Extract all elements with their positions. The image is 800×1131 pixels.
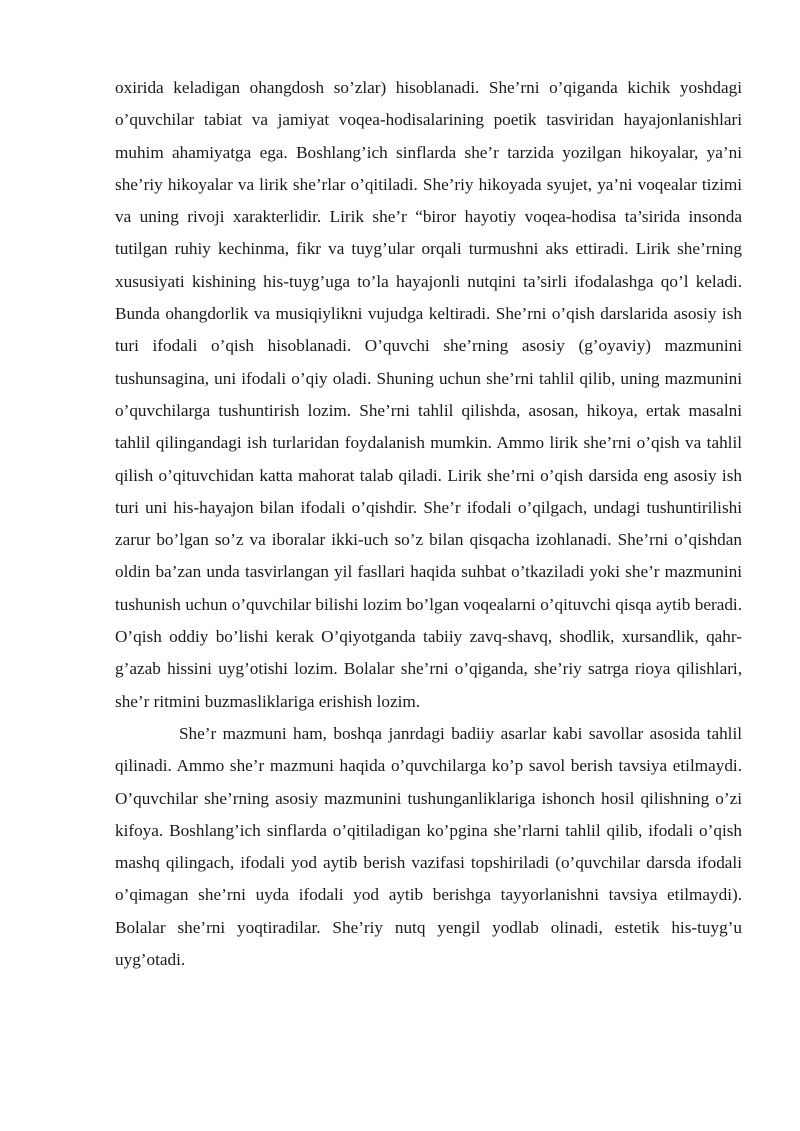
body-text — [115, 72, 742, 976]
paragraph: oxirida keladigan ohangdosh so’zlar) hisoblanadi. She’rni o’qiganda kichik yoshdagi o’quvchilar tabiat va jamiyat voqea-hodisalarining poetik tasviridan hayajonlanishlari muhim ahamiyatga ega. Boshlang’ich sinflarda she’r tarzida yozilgan hikoyalar, ya’ni she’riy hikoyalar va lirik she’rlar o’qitiladi. She’riy hikoyada syujet, ya’ni voqealar tizimi va uning rivoji xarakterlidir. Lirik she’r “biror hayotiy voqea-hodisa ta’sirida insonda tutilgan ruhiy kechinma, fikr va tuyg’ular orqali turmushni aks ettiradi. Lirik she’rning xususiyati kishining his-tuyg’uga to’la hayajonli nutqini ta’sirli ifodalashga qo’l keladi. Bunda ohangdorlik va musiqiylikni vujudga keltiradi. She’rni o’qish darslarida asosiy ish turi ifodali o’qish hisoblanadi. O’quvchi she’rning asosiy (g’oyaviy) mazmunini tushunsagina, uni ifodali o’qiy oladi. Shuning uchun she’rni tahlil qilib, uning mazmunini o’quvchilarga tushuntirish lozim. She’rni tahlil qilishda, asosan, hikoya, ertak masalni tahlil qilingandagi ish turlaridan foydalanish mumkin. Ammo lirik she’rni o’qish va tahlil qilish o’qituvchidan katta mahorat talab qiladi. Lirik she’rni o’qish darsida eng asosiy ish turi uni his-hayajon bilan ifodali o’qishdir. She’r ifodali o’qilgach, undagi tushuntirilishi zarur bo’lgan so’z va iboralar ikki-uch so’z bilan qisqacha izohlanadi. She’rni o’qishdan oldin ba’zan unda tasvirlangan yil fasllari haqida suhbat o’tkaziladi yoki she’r mazmunini tushunish uchun o’quvchilar bilishi lozim bo’lgan voqealarni o’qituvchi qisqa aytib beradi. O’qish oddiy bo’lishi kerak O’qiyotganda tabiiy zavq-shavq, shodlik, xursandlik, qahr-g’azab hissini uyg’otishi lozim. Bolalar she’rni o’qiganda, she’riy satrga rioya qilishlari, she’r ritmini buzmasliklariga erishish lozim. — [115, 78, 742, 711]
paragraph: She’r mazmuni ham, boshqa janrdagi badiiy asarlar kabi savollar asosida tahlil qilinadi. Ammo she’r mazmuni haqida o’quvchilarga ko’p savol berish tavsiya etilmaydi. O’quvchilar she’rning asosiy mazmunini tushunganliklariga ishonch hosil qilishning o’zi kifoya. Boshlang’ich sinflarda o’qitiladigan ko’pgina she’rlarni tahlil qilib, ifodali o’qish mashq qilingach, ifodali yod aytib berish vazifasi topshiriladi (o’quvchilar darsda ifodali o’qimagan she’rni uyda ifodali yod aytib berishga tayyorlanishni tavsiya etilmaydi). Bolalar she’rni yoqtiradilar. She’riy nutq yengil yodlab olinadi, estetik his-tuyg’u uyg’otadi. — [115, 723, 742, 970]
